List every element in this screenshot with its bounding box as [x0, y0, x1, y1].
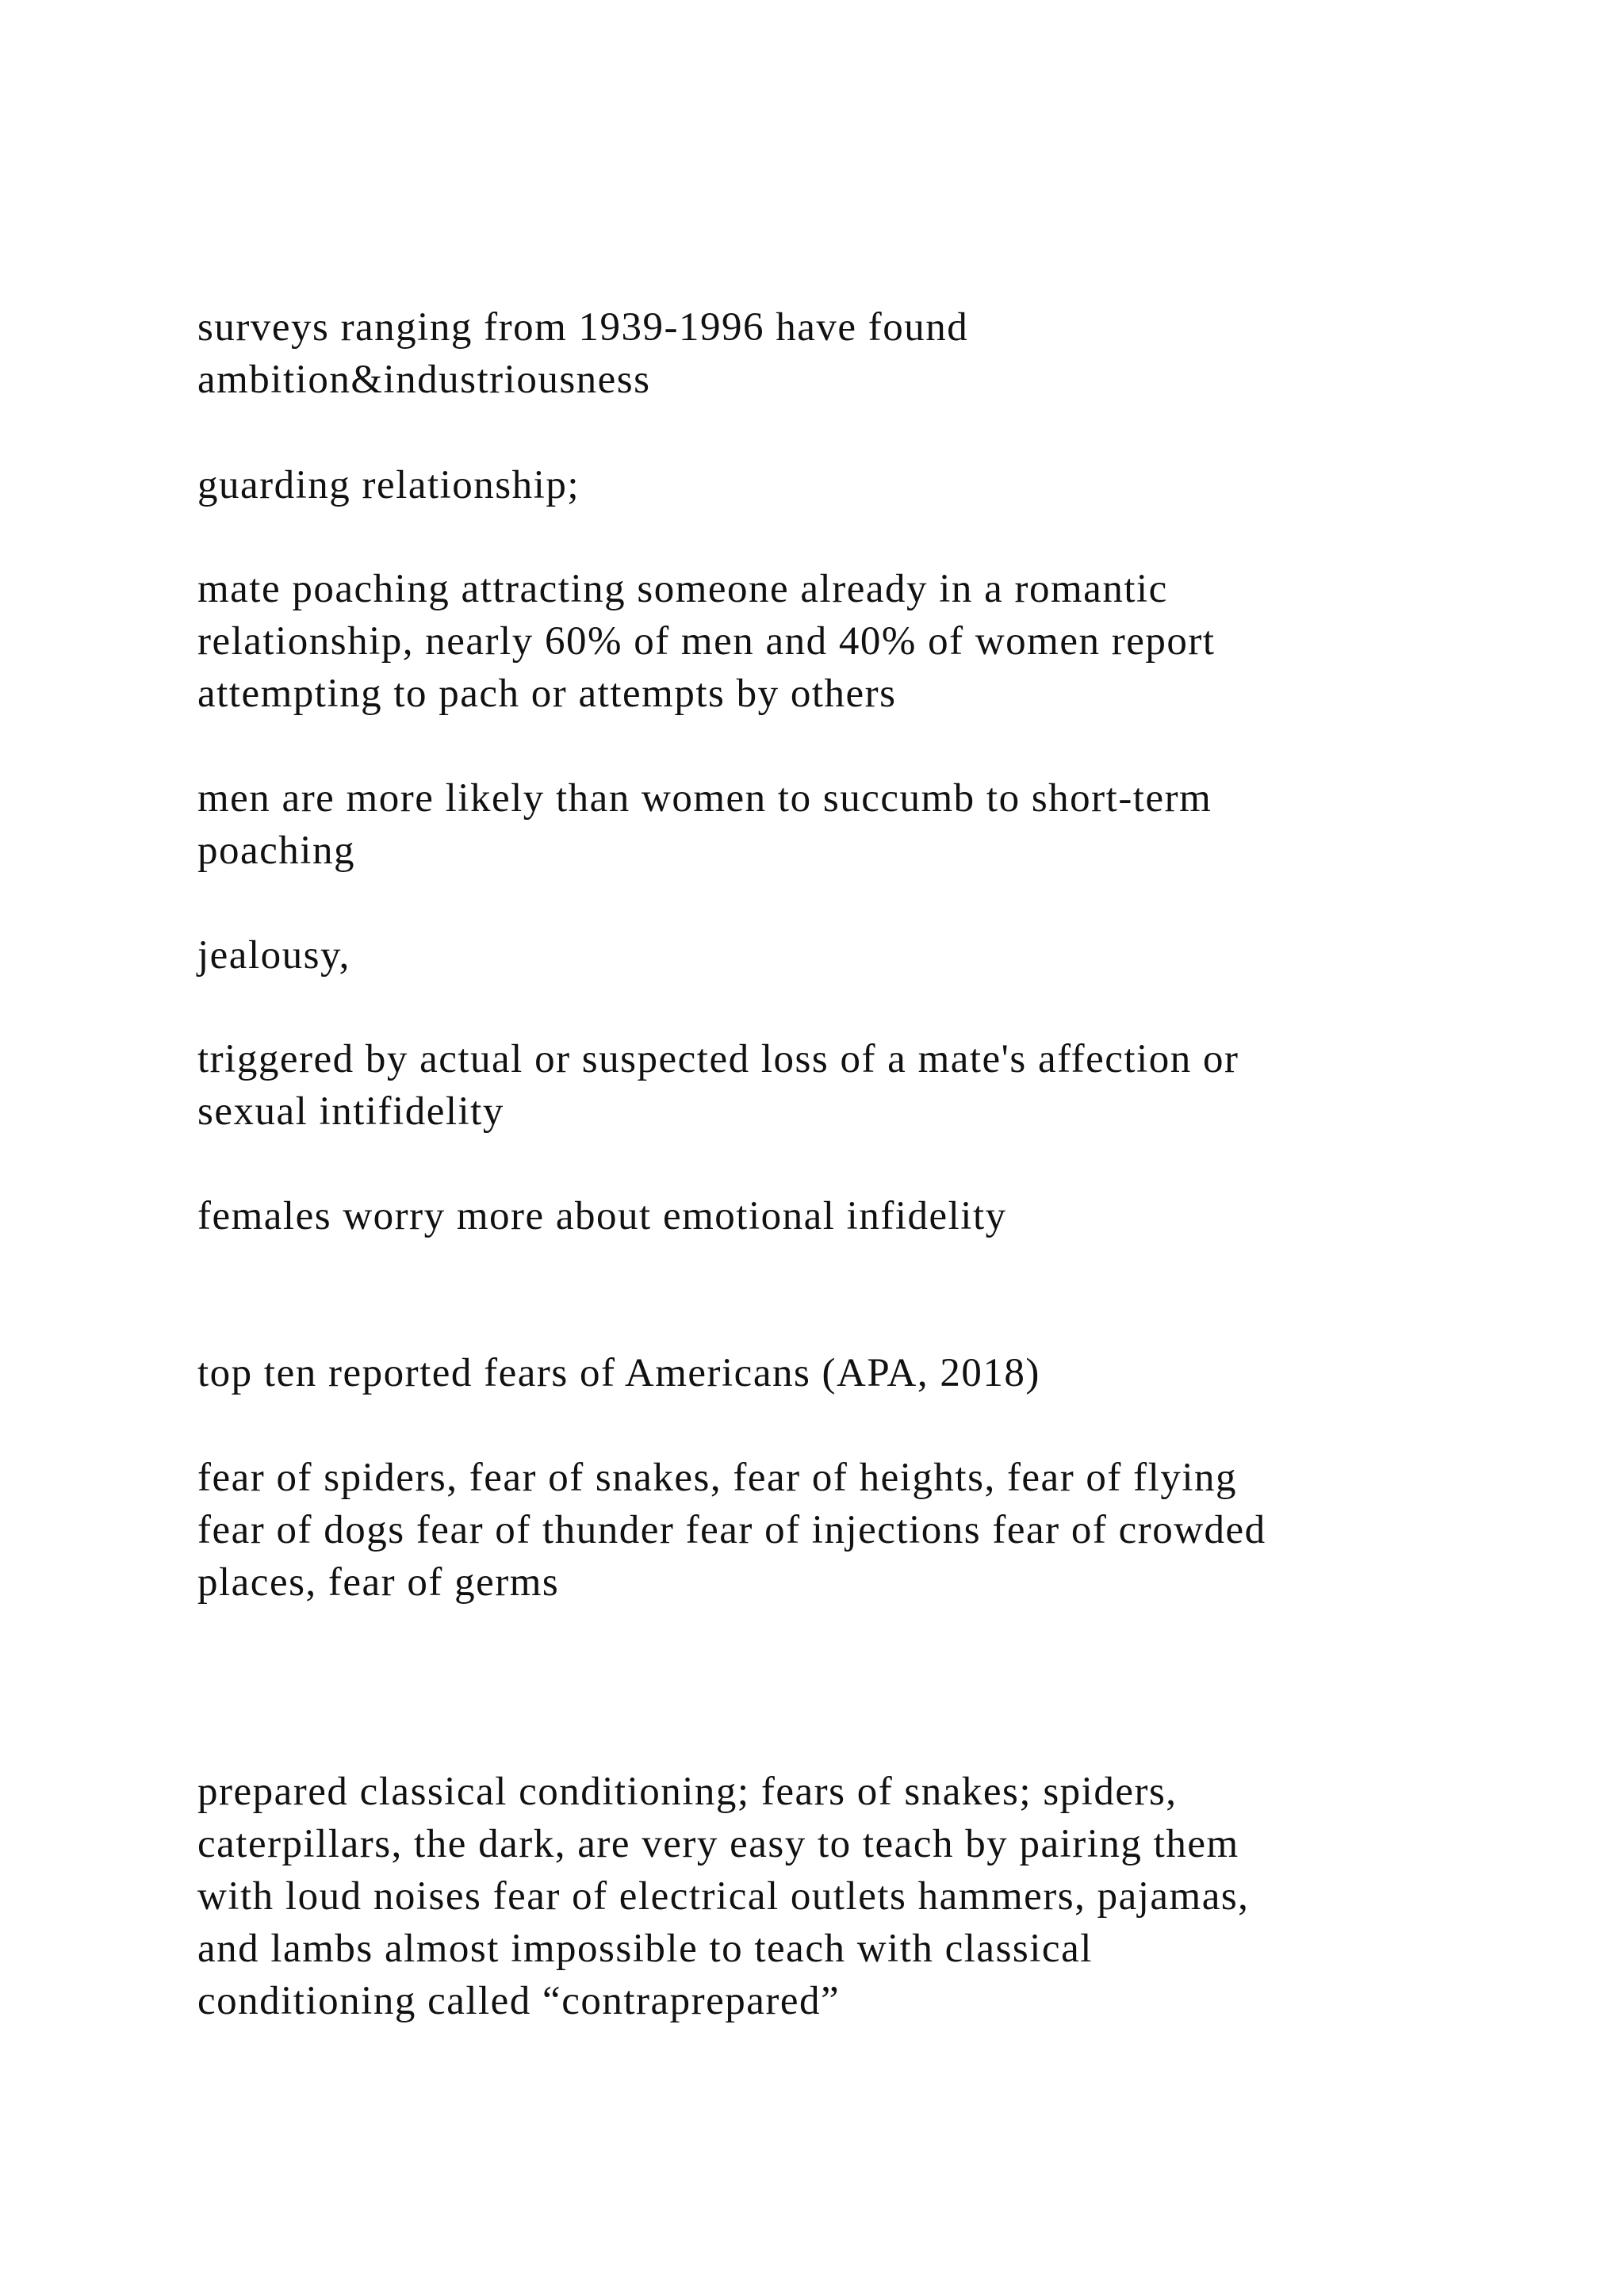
paragraph-mate-poaching: mate poaching attracting someone already in a romantic relationship, nearly 60% of men and 40% of women report attempting to pach or attempts by others: [197, 567, 1216, 716]
paragraph-men-succumb: men are more likely than women to succumb to short-term poaching: [197, 776, 1212, 873]
paragraph-triggered: triggered by actual or suspected loss of a mate's affection or sexual intifidelity: [197, 1037, 1239, 1134]
paragraph-surveys: surveys ranging from 1939-1996 have found ambition&industriousness: [197, 305, 969, 402]
paragraph-guarding: guarding relationship;: [197, 463, 580, 507]
paragraph-females-worry: females worry more about emotional infidelity: [197, 1194, 1007, 1238]
paragraph-prepared-conditioning: prepared classical conditioning; fears of snakes; spiders, caterpillars, the dark, are very easy to teach by pairing them with loud noises fear of electrical outlets hammers, pajamas, and lambs almost impossible to teach with classical conditioning called “contraprepared”: [197, 1770, 1250, 2023]
paragraph-jealousy: jealousy,: [197, 933, 350, 978]
paragraph-fear-list: fear of spiders, fear of snakes, fear of heights, fear of flying fear of dogs fear of thunder fear of injections fear of crowded places, fear of germs: [197, 1456, 1266, 1605]
paragraph-top-ten-fears: top ten reported fears of Americans (APA, 2018): [197, 1351, 1040, 1395]
